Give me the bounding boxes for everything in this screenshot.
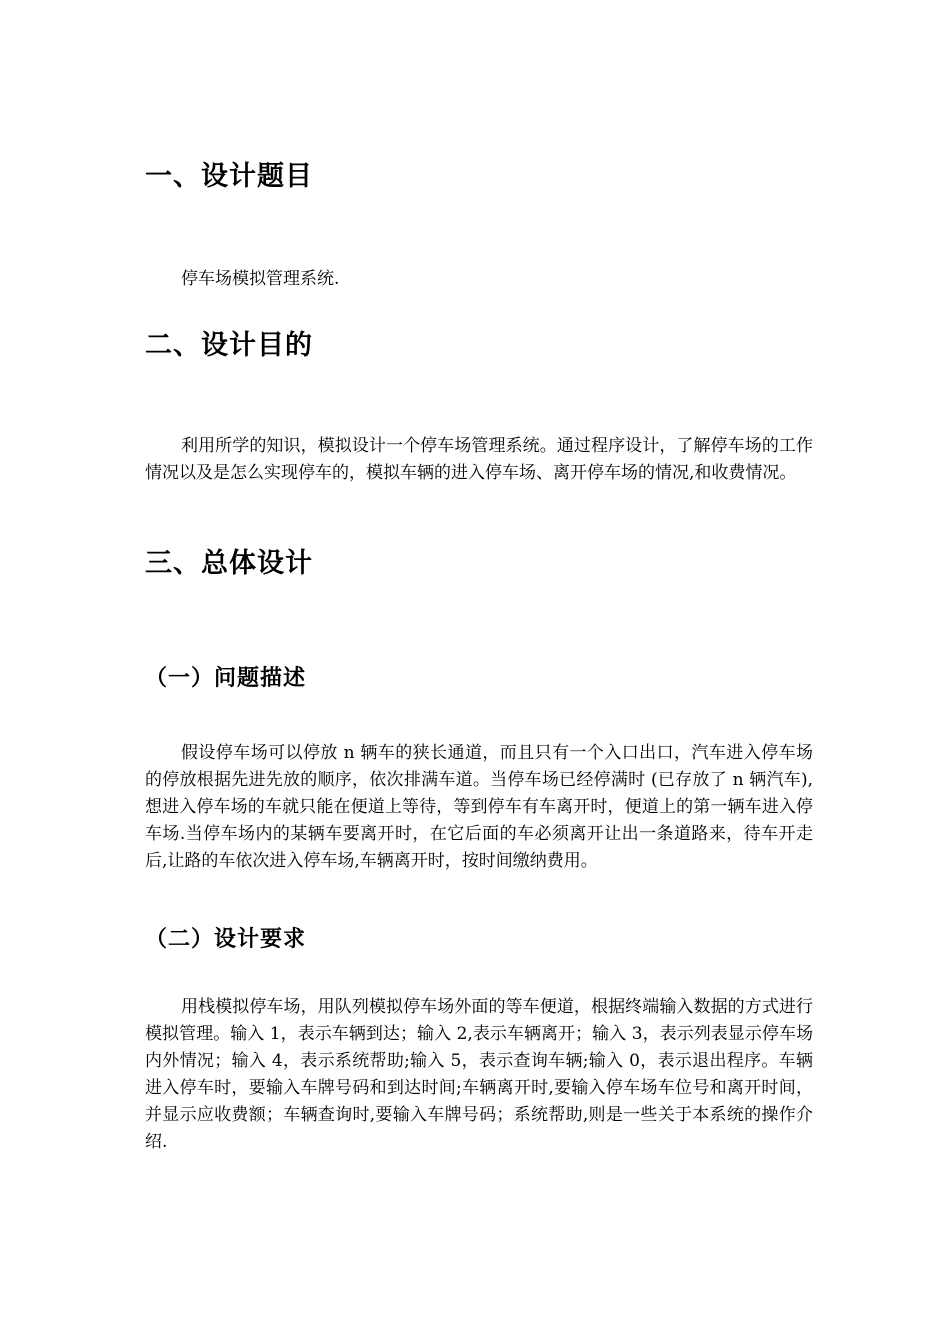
section-heading-overall-design: 三、总体设计 xyxy=(145,548,313,579)
problem-description-paragraph: 假设停车场可以停放 n 辆车的狭长通道，而且只有一个入口出口，汽车进入停车场的停放根据先进先放的顺序，依次排满车道。当停车场已经停满时 (已存放了 n 辆汽车),想进入停车场的车就只能在便道上等待，等到停车有车离开时，便道上的第一辆车进入停车场.当停车场内的某辆车要离开时，在它后面的车必须离开让出一条道路来，待车开走后,让路的车依次进入停车场,车辆离开时，按时间缴纳费用。 xyxy=(145,743,813,871)
subsection-heading-problem-description: （一）问题描述 xyxy=(145,666,307,691)
design-purpose-paragraph: 利用所学的知识，模拟设计一个停车场管理系统。通过程序设计，了解停车场的工作情况以及是怎么实现停车的，模拟车辆的进入停车场、离开停车场的情况,和收费情况。 xyxy=(145,436,813,483)
design-requirements-paragraph: 用栈模拟停车场，用队列模拟停车场外面的等车便道，根据终端输入数据的方式进行模拟管理。输入 1，表示车辆到达；输入 2,表示车辆离开；输入 3，表示列表显示停车场内外情况；输入 4，表示系统帮助;输入 5，表示查询车辆;输入 0，表示退出程序。车辆进入停车时，要输入车牌号码和到达时间;车辆离开时,要输入停车场车位号和离开时间，并显示应收费额；车辆查询时,要输入车牌号码；系统帮助,则是一些关于本系统的操作介绍. xyxy=(145,997,813,1152)
section-heading-design-topic: 一、设计题目 xyxy=(145,161,313,192)
design-topic-paragraph: 停车场模拟管理系统. xyxy=(181,269,340,289)
section-heading-design-purpose: 二、设计目的 xyxy=(145,330,313,361)
subsection-heading-design-requirements: （二）设计要求 xyxy=(145,927,307,952)
